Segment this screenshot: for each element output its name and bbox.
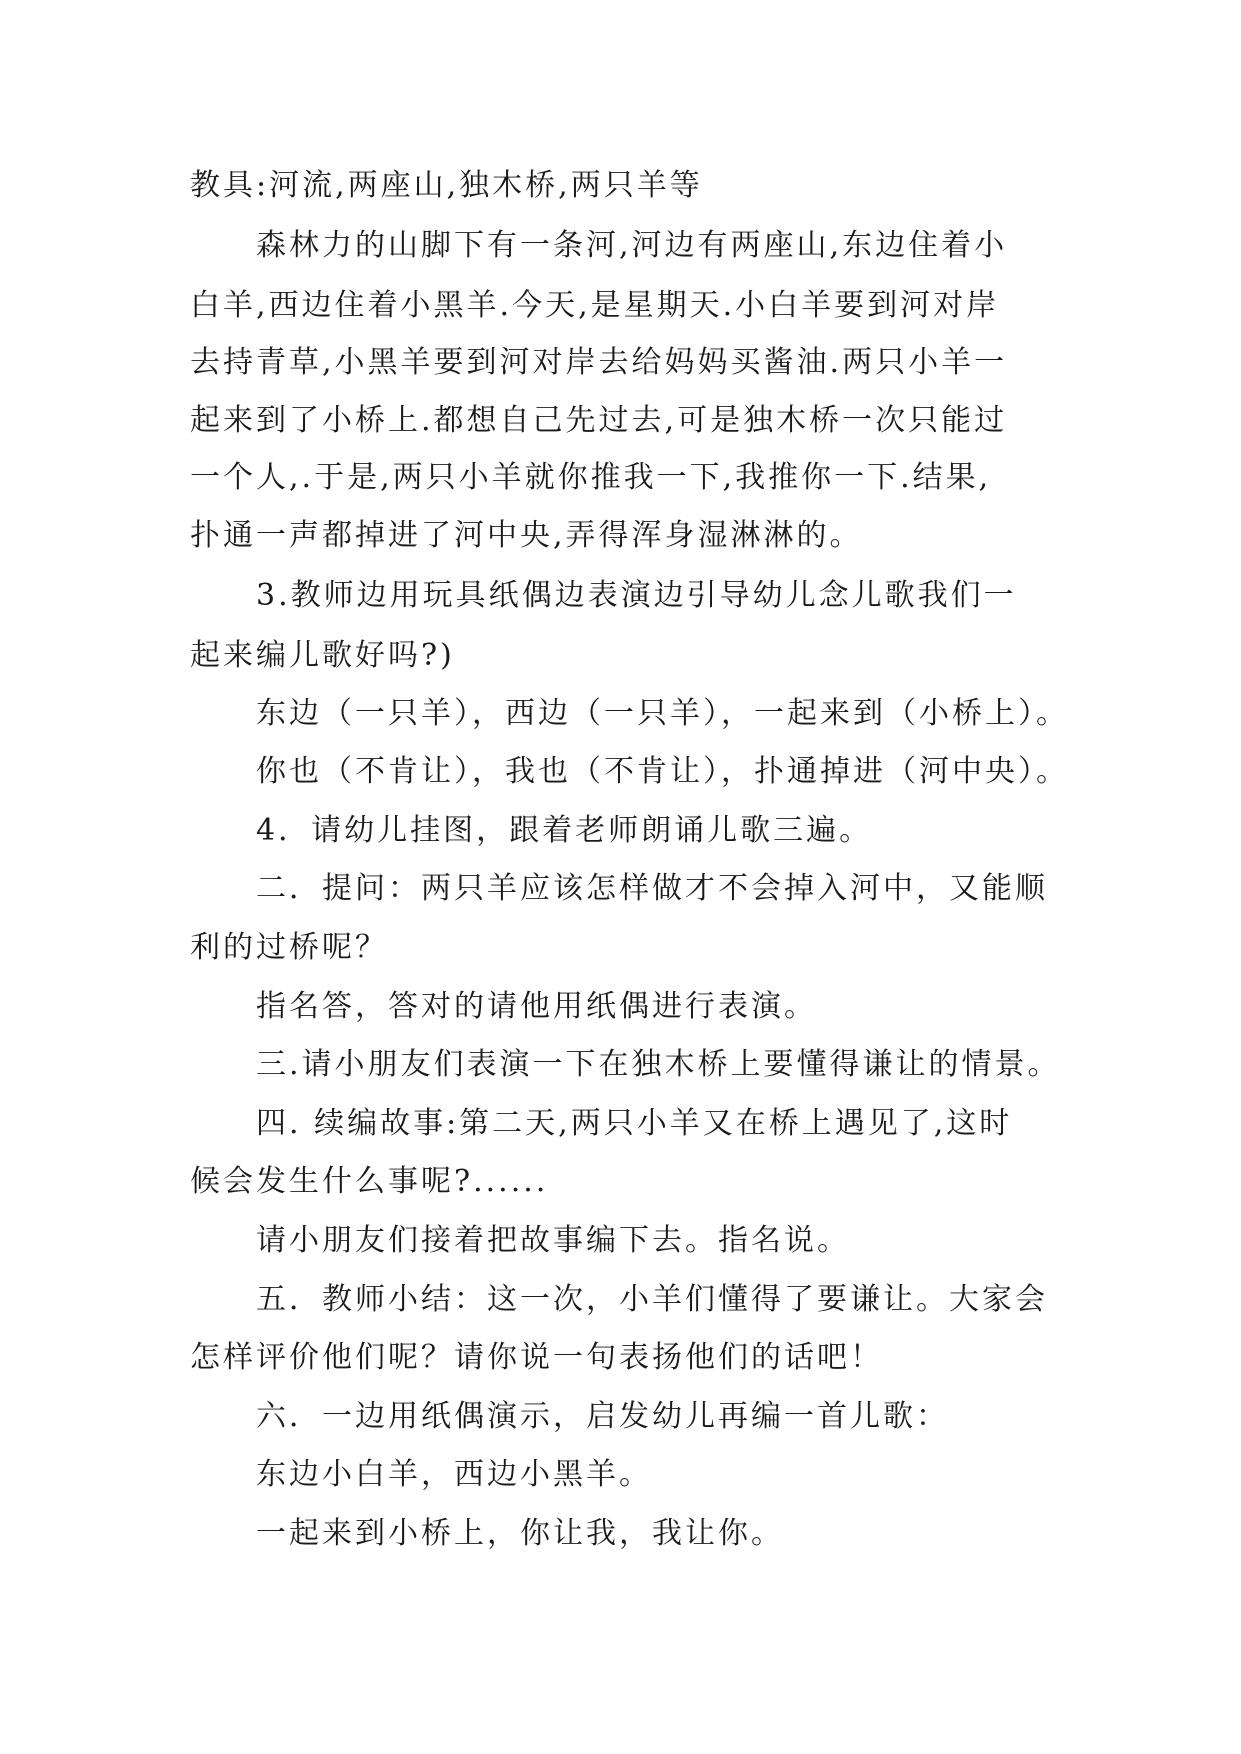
text-line-18: 候会发生什么事呢?...... xyxy=(190,1164,549,1199)
text-line-5: 起来到了小桥上.都想自己先过去,可是独木桥一次只能过 xyxy=(190,403,1008,438)
text-line-15: 指名答，答对的请他用纸偶进行表演。 xyxy=(256,989,817,1024)
text-line-12: 4．请幼儿挂图，跟着老师朗诵儿歌三遍。 xyxy=(256,813,873,848)
text-line-21: 怎样评价他们呢？请你说一句表扬他们的话吧！ xyxy=(190,1340,883,1375)
text-line-13: 二．提问：两只羊应该怎样做才不会掉入河中，又能顺 xyxy=(256,871,1048,906)
text-line-22: 六．一边用纸偶演示，启发幼儿再编一首儿歌： xyxy=(256,1399,949,1434)
text-line-23: 东边小白羊，西边小黑羊。 xyxy=(256,1457,652,1492)
text-line-10: 东边（一只羊），西边（一只羊），一起来到（小桥上）。 xyxy=(256,696,1069,731)
text-line-16: 三.请小朋友们表演一下在独木桥上要懂得谦让的情景。 xyxy=(256,1047,1061,1082)
text-line-17: 四. 续编故事:第二天,两只小羊又在桥上遇见了,这时 xyxy=(256,1106,1013,1141)
text-line-3: 白羊,西边住着小黑羊.今天,是星期天.小白羊要到河对岸 xyxy=(190,288,1000,323)
text-line-9: 起来编儿歌好吗?) xyxy=(190,638,455,673)
text-line-24: 一起来到小桥上，你让我，我让你。 xyxy=(256,1516,784,1551)
text-line-14: 利的过桥呢？ xyxy=(190,930,388,965)
text-line-8: 3.教师边用玩具纸偶边表演边引导幼儿念儿歌我们一 xyxy=(256,578,1017,613)
text-line-7: 扑通一声都掉进了河中央,弄得浑身湿淋淋的。 xyxy=(190,518,863,553)
text-line-6: 一个人,.于是,两只小羊就你推我一下,我推你一下.结果, xyxy=(190,460,992,495)
text-line-2: 森林力的山脚下有一条河,河边有两座山,东边住着小 xyxy=(256,228,1008,263)
text-line-20: 五．教师小结：这一次，小羊们懂得了要谦让。大家会 xyxy=(256,1282,1048,1317)
text-line-4: 去持青草,小黑羊要到河对岸去给妈妈买酱油.两只小羊一 xyxy=(190,345,1008,380)
text-line-19: 请小朋友们接着把故事编下去。指名说。 xyxy=(256,1223,850,1258)
text-line-11: 你也（不肯让），我也（不肯让），扑通掉进（河中央）。 xyxy=(256,754,1069,789)
text-line-1: 教具:河流,两座山,独木桥,两只羊等 xyxy=(190,168,703,203)
